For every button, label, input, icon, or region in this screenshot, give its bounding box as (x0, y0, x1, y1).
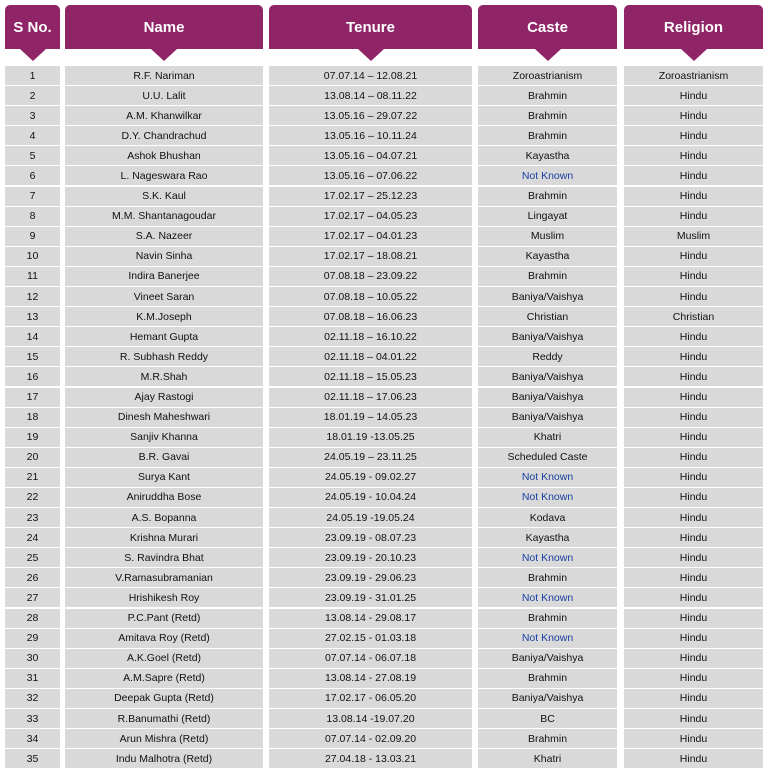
cell-name: K.M.Joseph (65, 307, 263, 326)
table-row (0, 166, 768, 185)
cell-name: Hemant Gupta (65, 327, 263, 346)
cell-caste: Brahmin (478, 669, 617, 688)
cell-name: R.Banumathi (Retd) (65, 709, 263, 728)
table-row (0, 126, 768, 145)
cell-sno: 27 (5, 588, 60, 607)
cell-sno: 12 (5, 287, 60, 306)
table-row (0, 729, 768, 748)
cell-sno: 25 (5, 548, 60, 567)
cell-sno: 23 (5, 508, 60, 527)
table-row (0, 689, 768, 708)
cell-name: Ashok Bhushan (65, 146, 263, 165)
table-row (0, 649, 768, 668)
cell-religion: Muslim (624, 227, 763, 246)
table-row (0, 267, 768, 286)
table-row (0, 327, 768, 346)
cell-name: P.C.Pant (Retd) (65, 609, 263, 628)
table-row (0, 287, 768, 306)
table-row (0, 367, 768, 386)
cell-religion: Hindu (624, 508, 763, 527)
cell-caste: Lingayat (478, 207, 617, 226)
cell-caste: Not Known (478, 166, 617, 185)
table-body (0, 66, 768, 769)
table-row (0, 568, 768, 587)
cell-name: A.M. Khanwilkar (65, 106, 263, 125)
cell-caste: Brahmin (478, 609, 617, 628)
cell-tenure: 13.05.16 – 07.06.22 (269, 166, 472, 185)
cell-sno: 20 (5, 448, 60, 467)
cell-caste: Scheduled Caste (478, 448, 617, 467)
cell-caste: Kayastha (478, 247, 617, 266)
cell-caste: Brahmin (478, 126, 617, 145)
cell-caste: Brahmin (478, 86, 617, 105)
table-row (0, 669, 768, 688)
cell-tenure: 23.09.19 - 20.10.23 (269, 548, 472, 567)
table-row (0, 106, 768, 125)
cell-caste: Kayastha (478, 146, 617, 165)
cell-religion: Hindu (624, 468, 763, 487)
cell-caste: Brahmin (478, 729, 617, 748)
cell-caste: Baniya/Vaishya (478, 408, 617, 427)
cell-religion: Hindu (624, 749, 763, 768)
cell-religion: Hindu (624, 649, 763, 668)
header-sno: S No. (5, 5, 60, 49)
cell-tenure: 13.05.16 – 29.07.22 (269, 106, 472, 125)
cell-sno: 22 (5, 488, 60, 507)
cell-name: Vineet Saran (65, 287, 263, 306)
cell-tenure: 02.11.18 – 15.05.23 (269, 367, 472, 386)
cell-religion: Hindu (624, 126, 763, 145)
cell-name: A.M.Sapre (Retd) (65, 669, 263, 688)
cell-name: B.R. Gavai (65, 448, 263, 467)
cell-religion: Hindu (624, 669, 763, 688)
table-row (0, 247, 768, 266)
cell-tenure: 13.08.14 – 08.11.22 (269, 86, 472, 105)
cell-tenure: 17.02.17 - 06.05.20 (269, 689, 472, 708)
cell-tenure: 02.11.18 – 16.10.22 (269, 327, 472, 346)
cell-tenure: 07.08.18 – 23.09.22 (269, 267, 472, 286)
cell-tenure: 17.02.17 – 25.12.23 (269, 187, 472, 206)
cell-sno: 11 (5, 267, 60, 286)
cell-religion: Hindu (624, 488, 763, 507)
cell-tenure: 23.09.19 - 29.06.23 (269, 568, 472, 587)
cell-name: Indu Malhotra (Retd) (65, 749, 263, 768)
cell-sno: 3 (5, 106, 60, 125)
cell-name: V.Ramasubramanian (65, 568, 263, 587)
table-row (0, 146, 768, 165)
cell-religion: Hindu (624, 629, 763, 648)
cell-tenure: 27.04.18 - 13.03.21 (269, 749, 472, 768)
table-row (0, 66, 768, 85)
header-name: Name (65, 5, 263, 49)
cell-tenure: 24.05.19 - 10.04.24 (269, 488, 472, 507)
cell-caste: Brahmin (478, 568, 617, 587)
header-caste: Caste (478, 5, 617, 49)
table-row (0, 448, 768, 467)
cell-name: Hrishikesh Roy (65, 588, 263, 607)
cell-tenure: 17.02.17 – 04.01.23 (269, 227, 472, 246)
cell-tenure: 02.11.18 – 17.06.23 (269, 388, 472, 407)
cell-religion: Hindu (624, 327, 763, 346)
table-row (0, 609, 768, 628)
cell-tenure: 13.05.16 – 10.11.24 (269, 126, 472, 145)
cell-religion: Hindu (624, 528, 763, 547)
cell-tenure: 17.02.17 – 18.08.21 (269, 247, 472, 266)
cell-name: S.K. Kaul (65, 187, 263, 206)
cell-caste: Baniya/Vaishya (478, 388, 617, 407)
cell-name: A.K.Goel (Retd) (65, 649, 263, 668)
cell-sno: 9 (5, 227, 60, 246)
cell-sno: 32 (5, 689, 60, 708)
table-row (0, 86, 768, 105)
cell-religion: Hindu (624, 347, 763, 366)
cell-caste: Baniya/Vaishya (478, 689, 617, 708)
cell-caste: Not Known (478, 588, 617, 607)
cell-name: Deepak Gupta (Retd) (65, 689, 263, 708)
cell-religion: Hindu (624, 247, 763, 266)
table-row (0, 749, 768, 768)
table-row (0, 187, 768, 206)
cell-tenure: 13.08.14 - 29.08.17 (269, 609, 472, 628)
cell-name: Dinesh Maheshwari (65, 408, 263, 427)
cell-sno: 7 (5, 187, 60, 206)
cell-tenure: 23.09.19 - 31.01.25 (269, 588, 472, 607)
cell-caste: Brahmin (478, 267, 617, 286)
cell-name: R. Subhash Reddy (65, 347, 263, 366)
cell-religion: Hindu (624, 448, 763, 467)
cell-name: L. Nageswara Rao (65, 166, 263, 185)
cell-sno: 34 (5, 729, 60, 748)
cell-caste: Muslim (478, 227, 617, 246)
cell-sno: 26 (5, 568, 60, 587)
cell-caste: Not Known (478, 629, 617, 648)
table-row (0, 629, 768, 648)
cell-caste: Not Known (478, 468, 617, 487)
header-religion: Religion (624, 5, 763, 49)
cell-tenure: 24.05.19 - 09.02.27 (269, 468, 472, 487)
cell-name: Krishna Murari (65, 528, 263, 547)
table-header (0, 0, 768, 66)
cell-religion: Hindu (624, 568, 763, 587)
cell-religion: Hindu (624, 287, 763, 306)
cell-sno: 15 (5, 347, 60, 366)
cell-sno: 29 (5, 629, 60, 648)
cell-caste: Not Known (478, 548, 617, 567)
cell-sno: 8 (5, 207, 60, 226)
table-row (0, 528, 768, 547)
table-row (0, 307, 768, 326)
cell-tenure: 27.02.15 - 01.03.18 (269, 629, 472, 648)
cell-religion: Hindu (624, 187, 763, 206)
cell-tenure: 07.07.14 - 02.09.20 (269, 729, 472, 748)
cell-sno: 31 (5, 669, 60, 688)
cell-name: U.U. Lalit (65, 86, 263, 105)
cell-caste: Christian (478, 307, 617, 326)
cell-tenure: 13.05.16 – 04.07.21 (269, 146, 472, 165)
cell-caste: Baniya/Vaishya (478, 327, 617, 346)
cell-religion: Hindu (624, 588, 763, 607)
cell-religion: Hindu (624, 609, 763, 628)
cell-name: S.A. Nazeer (65, 227, 263, 246)
cell-caste: Not Known (478, 488, 617, 507)
cell-caste: Khatri (478, 749, 617, 768)
cell-tenure: 18.01.19 – 14.05.23 (269, 408, 472, 427)
table-row (0, 207, 768, 226)
cell-tenure: 07.07.14 – 12.08.21 (269, 66, 472, 85)
cell-tenure: 07.08.18 – 16.06.23 (269, 307, 472, 326)
cell-sno: 24 (5, 528, 60, 547)
table-row (0, 388, 768, 407)
cell-tenure: 02.11.18 – 04.01.22 (269, 347, 472, 366)
cell-name: Aniruddha Bose (65, 488, 263, 507)
cell-name: D.Y. Chandrachud (65, 126, 263, 145)
cell-religion: Hindu (624, 106, 763, 125)
cell-religion: Hindu (624, 408, 763, 427)
cell-name: Navin Sinha (65, 247, 263, 266)
cell-religion: Hindu (624, 388, 763, 407)
cell-caste: Brahmin (478, 106, 617, 125)
cell-tenure: 18.01.19 -13.05.25 (269, 428, 472, 447)
cell-sno: 33 (5, 709, 60, 728)
cell-sno: 28 (5, 609, 60, 628)
table-row (0, 709, 768, 728)
header-tenure: Tenure (269, 5, 472, 49)
table-row (0, 468, 768, 487)
table-row (0, 588, 768, 607)
cell-religion: Hindu (624, 146, 763, 165)
cell-tenure: 07.08.18 – 10.05.22 (269, 287, 472, 306)
cell-name: Indira Banerjee (65, 267, 263, 286)
cell-caste: Baniya/Vaishya (478, 287, 617, 306)
table-row (0, 548, 768, 567)
cell-name: Amitava Roy (Retd) (65, 629, 263, 648)
cell-religion: Hindu (624, 428, 763, 447)
cell-tenure: 13.08.14 -19.07.20 (269, 709, 472, 728)
cell-religion: Hindu (624, 548, 763, 567)
cell-caste: BC (478, 709, 617, 728)
cell-sno: 19 (5, 428, 60, 447)
cell-tenure: 07.07.14 - 06.07.18 (269, 649, 472, 668)
cell-sno: 4 (5, 126, 60, 145)
cell-sno: 17 (5, 388, 60, 407)
cell-sno: 10 (5, 247, 60, 266)
cell-caste: Kodava (478, 508, 617, 527)
cell-sno: 30 (5, 649, 60, 668)
cell-sno: 13 (5, 307, 60, 326)
table-row (0, 488, 768, 507)
cell-tenure: 23.09.19 - 08.07.23 (269, 528, 472, 547)
cell-religion: Hindu (624, 267, 763, 286)
cell-religion: Hindu (624, 207, 763, 226)
table-row (0, 408, 768, 427)
cell-caste: Baniya/Vaishya (478, 367, 617, 386)
cell-religion: Hindu (624, 729, 763, 748)
cell-religion: Christian (624, 307, 763, 326)
cell-tenure: 24.05.19 – 23.11.25 (269, 448, 472, 467)
cell-name: Surya Kant (65, 468, 263, 487)
cell-tenure: 13.08.14 - 27.08.19 (269, 669, 472, 688)
cell-name: A.S. Bopanna (65, 508, 263, 527)
cell-sno: 2 (5, 86, 60, 105)
cell-religion: Hindu (624, 709, 763, 728)
table-row (0, 227, 768, 246)
cell-name: Arun Mishra (Retd) (65, 729, 263, 748)
cell-name: Ajay Rastogi (65, 388, 263, 407)
cell-tenure: 24.05.19 -19.05.24 (269, 508, 472, 527)
cell-caste: Kayastha (478, 528, 617, 547)
cell-sno: 6 (5, 166, 60, 185)
cell-caste: Baniya/Vaishya (478, 649, 617, 668)
cell-name: Sanjiv Khanna (65, 428, 263, 447)
cell-name: R.F. Nariman (65, 66, 263, 85)
cell-caste: Reddy (478, 347, 617, 366)
cell-caste: Zoroastrianism (478, 66, 617, 85)
table-row (0, 347, 768, 366)
cell-sno: 16 (5, 367, 60, 386)
cell-caste: Khatri (478, 428, 617, 447)
cell-name: S. Ravindra Bhat (65, 548, 263, 567)
cell-sno: 18 (5, 408, 60, 427)
table-row (0, 428, 768, 447)
cell-religion: Hindu (624, 367, 763, 386)
cell-religion: Hindu (624, 166, 763, 185)
cell-sno: 1 (5, 66, 60, 85)
cell-religion: Hindu (624, 689, 763, 708)
cell-sno: 5 (5, 146, 60, 165)
cell-name: M.M. Shantanagoudar (65, 207, 263, 226)
cell-sno: 21 (5, 468, 60, 487)
cell-sno: 35 (5, 749, 60, 768)
cell-religion: Zoroastrianism (624, 66, 763, 85)
cell-sno: 14 (5, 327, 60, 346)
cell-name: M.R.Shah (65, 367, 263, 386)
table-row (0, 508, 768, 527)
cell-caste: Brahmin (478, 187, 617, 206)
cell-religion: Hindu (624, 86, 763, 105)
cell-tenure: 17.02.17 – 04.05.23 (269, 207, 472, 226)
